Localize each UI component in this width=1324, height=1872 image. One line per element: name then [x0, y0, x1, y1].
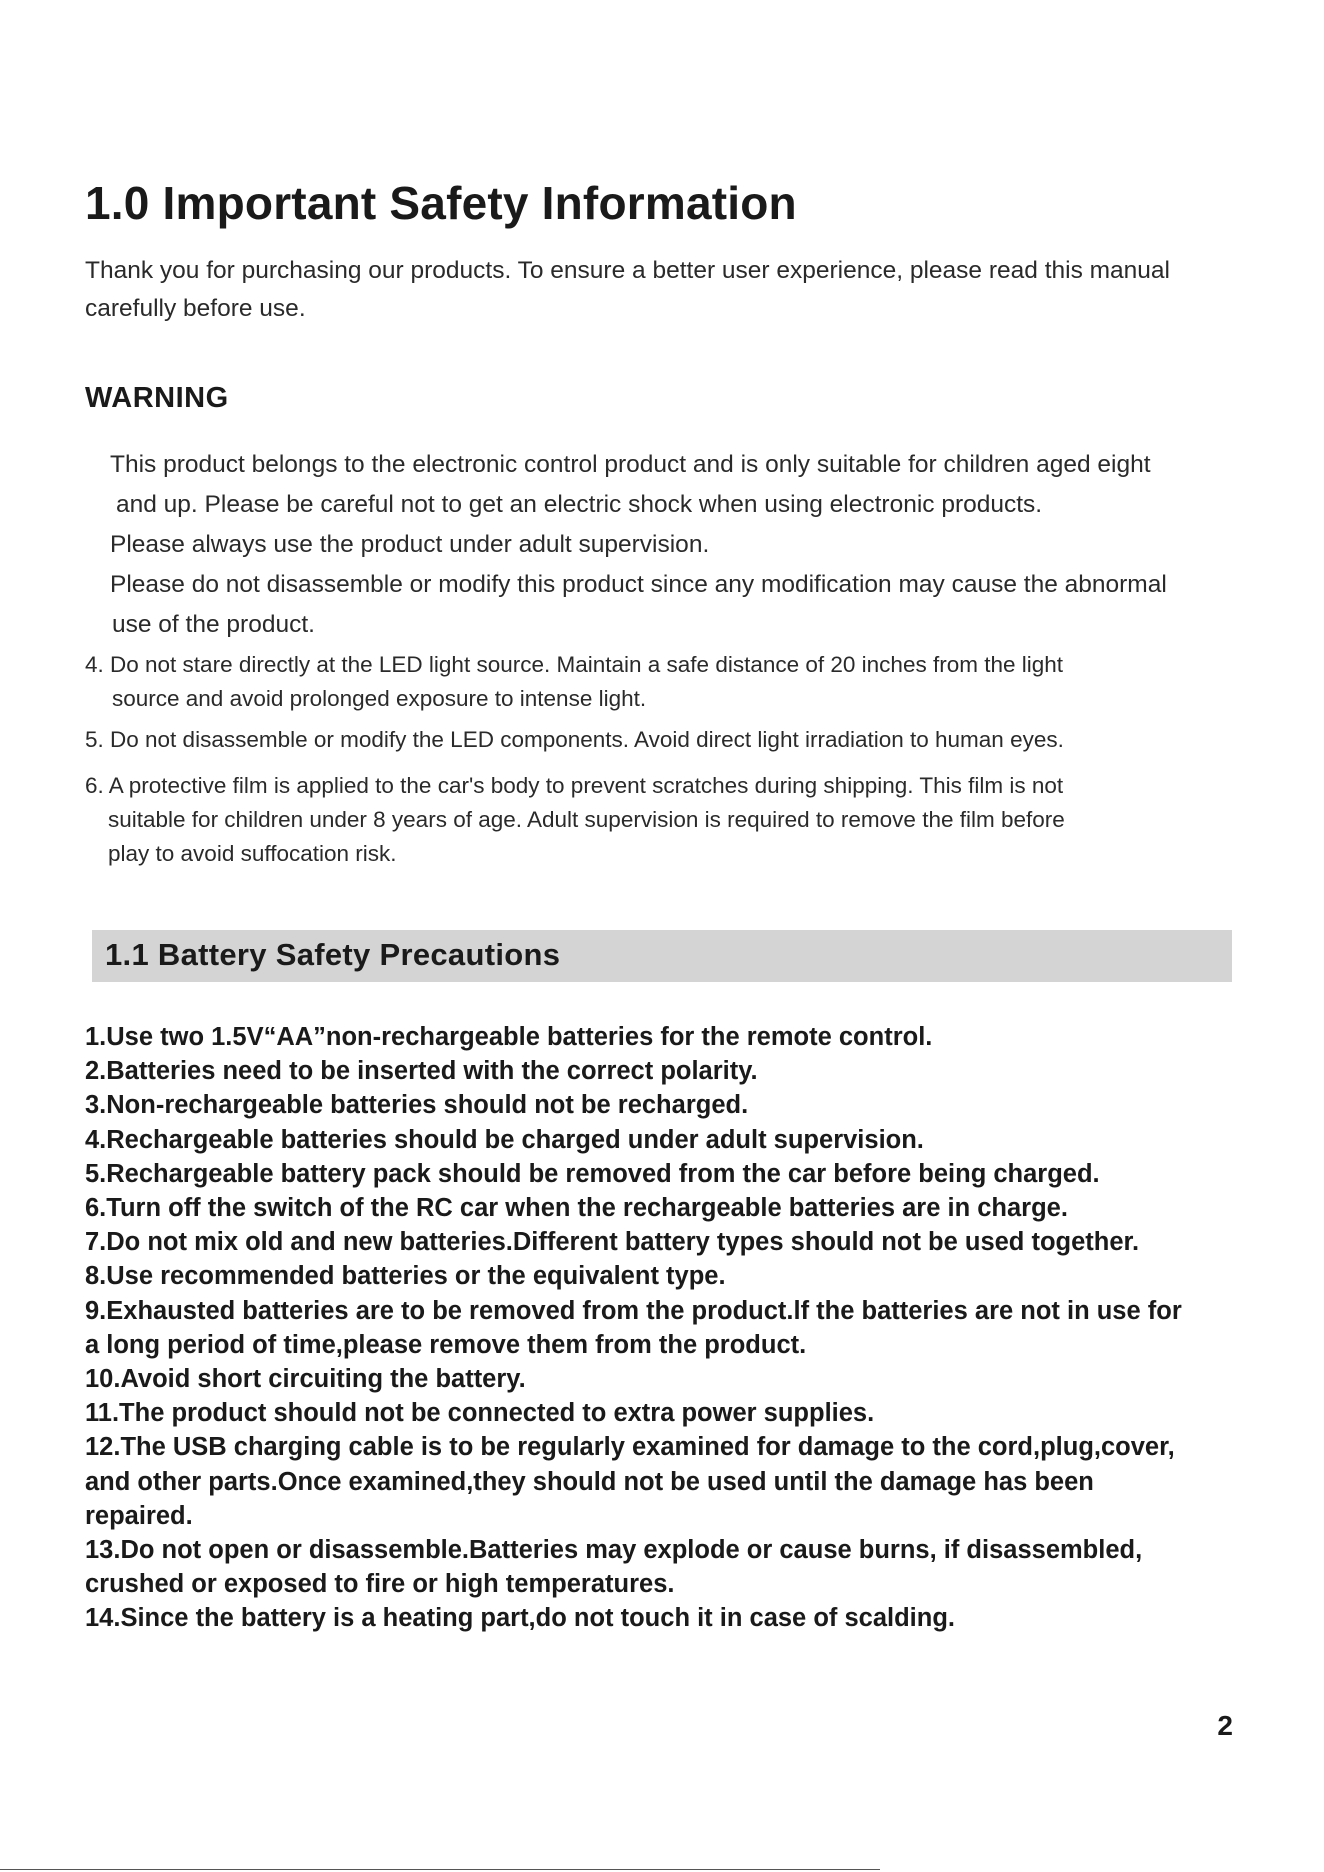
list-item: 14.Since the battery is a heating part,do not touch it in case of scalding.: [85, 1604, 956, 1633]
list-item: 5.Rechargeable battery pack should be removed from the car before being charged.: [85, 1159, 1100, 1188]
warning-heading: WARNING: [85, 382, 229, 414]
list-item: 1.Use two 1.5V“AA”non-rechargeable batteries for the remote control.: [85, 1023, 933, 1051]
list-item: 4.Rechargeable batteries should be charged under adult supervision.: [85, 1125, 924, 1154]
list-item: 8.Use recommended batteries or the equivalent type.: [85, 1262, 726, 1291]
list-item: 6.Turn off the switch of the RC car when the rechargeable batteries are in charge.: [85, 1194, 1068, 1223]
warning-numbered-line: suitable for children under 8 years of age. Adult supervision is required to remove the film before: [108, 807, 1065, 832]
warning-numbered-line: 6. A protective film is applied to the car's body to prevent scratches during shipping. This film is not: [85, 773, 1064, 798]
list-item: 7.Do not mix old and new batteries.Different battery types should not be used together.: [85, 1228, 1140, 1257]
warning-line: This product belongs to the electronic control product and is only suitable for children aged eight: [110, 451, 1151, 478]
list-item: and other parts.Once examined,they should not be used until the damage has been: [85, 1467, 1094, 1496]
list-item: 9.Exhausted batteries are to be removed from the product.lf the batteries are not in use for: [85, 1296, 1182, 1325]
warning-numbered-line: play to avoid suffocation risk.: [108, 841, 397, 866]
page-title: 1.0 Important Safety Information: [85, 177, 797, 229]
warning-line: Please always use the product under adult supervision.: [110, 531, 710, 558]
section-title: 1.1 Battery Safety Precautions: [105, 937, 561, 972]
intro-paragraph: Thank you for purchasing our products. To ensure a better user experience, please read this manual carefully before use.: [85, 257, 1170, 322]
list-item: 11.The product should not be connected to extra power supplies.: [85, 1399, 875, 1428]
list-item: 12.The USB charging cable is to be regularly examined for damage to the cord,plug,cover,: [85, 1433, 1175, 1462]
list-item: repaired.: [85, 1501, 193, 1530]
warning-numbered-line: 5. Do not disassemble or modify the LED components. Avoid direct light irradiation to human eyes.: [85, 727, 1064, 752]
warning-numbered-line: source and avoid prolonged exposure to intense light.: [112, 686, 647, 711]
list-item: crushed or exposed to fire or high temperatures.: [85, 1570, 675, 1599]
warning-numbered-line: 4. Do not stare directly at the LED light source. Maintain a safe distance of 20 inches from the light: [85, 652, 1064, 677]
list-item: 3.Non-rechargeable batteries should not be recharged.: [85, 1091, 749, 1120]
page-number: 2: [1217, 1710, 1233, 1741]
list-item: a long period of time,please remove them from the product.: [85, 1330, 807, 1359]
warning-line: Please do not disassemble or modify this product since any modification may cause the abnormal: [110, 571, 1167, 598]
battery-precautions-list: [85, 1020, 1245, 1636]
warning-line: and up. Please be careful not to get an electric shock when using electronic products.: [116, 491, 1043, 518]
warning-line: use of the product.: [112, 611, 315, 638]
list-item: 2.Batteries need to be inserted with the correct polarity.: [85, 1057, 758, 1086]
bottom-divider: [0, 1869, 880, 1870]
list-item: 13.Do not open or disassemble.Batteries may explode or cause burns, if disassembled,: [85, 1536, 1143, 1565]
list-item: 10.Avoid short circuiting the battery.: [85, 1365, 526, 1394]
